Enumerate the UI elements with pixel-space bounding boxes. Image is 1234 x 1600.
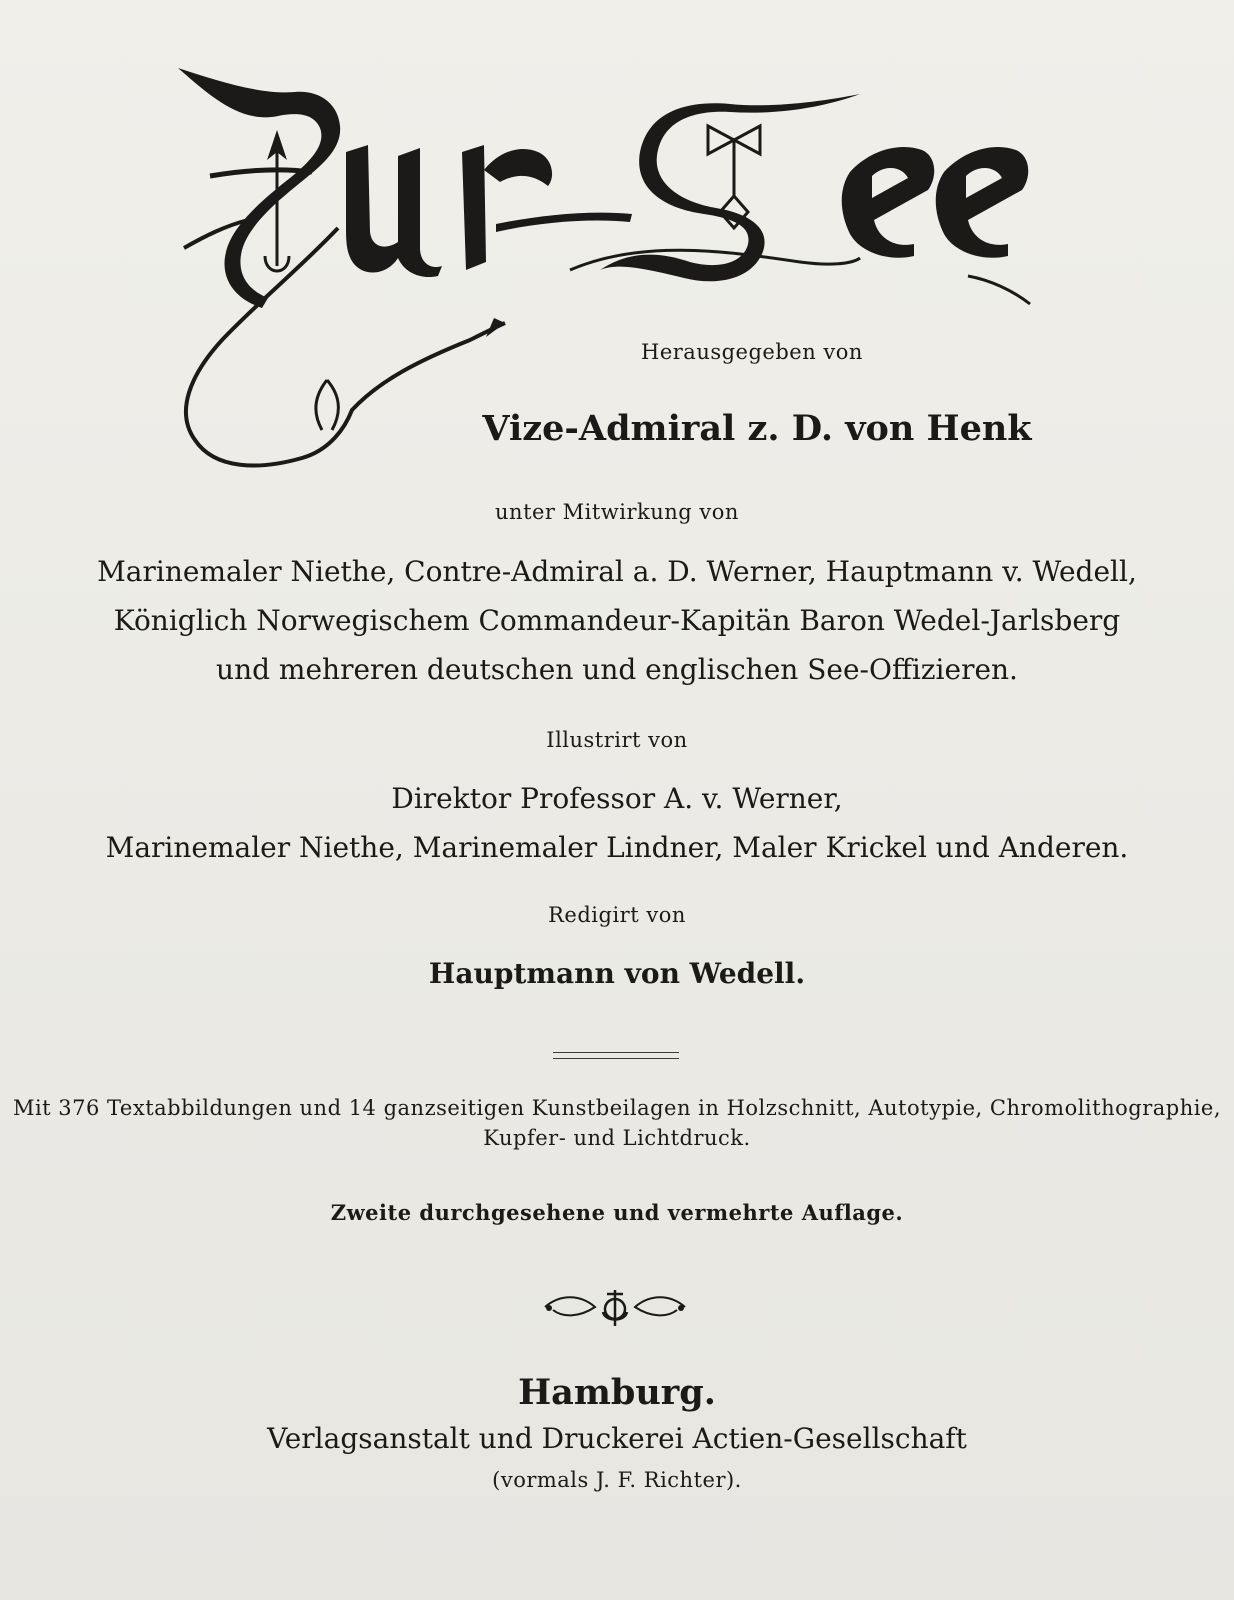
publisher-name: Verlagsanstalt und Druckerei Actien-Gesellschaft bbox=[267, 1422, 967, 1455]
collaboration-line-1: Marinemaler Niethe, Contre-Admiral a. D. Werner, Hauptmann v. Wedell, bbox=[97, 555, 1137, 588]
publisher-former: (vormals J. F. Richter). bbox=[492, 1468, 742, 1492]
redaction-name: Hauptmann von Wedell. bbox=[428, 957, 806, 990]
publisher-city: Hamburg. bbox=[518, 1372, 716, 1413]
editor-intro: Herausgegeben von bbox=[641, 340, 863, 364]
collaboration-line-2: Königlich Norwegischem Commandeur-Kapitän Baron Wedel-Jarlsberg bbox=[113, 604, 1121, 637]
edition-text: Zweite durchgesehene und vermehrte Auflage. bbox=[330, 1200, 904, 1225]
contents-line-2: Kupfer- und Lichtdruck. bbox=[483, 1126, 751, 1150]
redaction-intro: Redigirt von bbox=[548, 903, 686, 927]
contents-line-1: Mit 376 Textabbildungen und 14 ganzseitigen Kunstbeilagen in Holzschnitt, Autotypie, Chromolithographie, bbox=[12, 1096, 1222, 1120]
anchor-ornament-icon bbox=[535, 1282, 695, 1332]
illustration-line-2: Marinemaler Niethe, Marinemaler Lindner, Maler Krickel und Anderen. bbox=[105, 831, 1129, 864]
collaboration-line-3: und mehreren deutschen und englischen See-Offizieren. bbox=[216, 653, 1018, 686]
illustration-line-1: Direktor Professor A. v. Werner, bbox=[391, 782, 843, 815]
editor-name: Vize-Admiral z. D. von Henk bbox=[482, 408, 1032, 449]
title-text: Zur See bbox=[0, 0, 5, 1]
divider-line bbox=[553, 1052, 679, 1059]
collaboration-intro: unter Mitwirkung von bbox=[495, 500, 739, 524]
illustration-intro: Illustrirt von bbox=[546, 728, 688, 752]
